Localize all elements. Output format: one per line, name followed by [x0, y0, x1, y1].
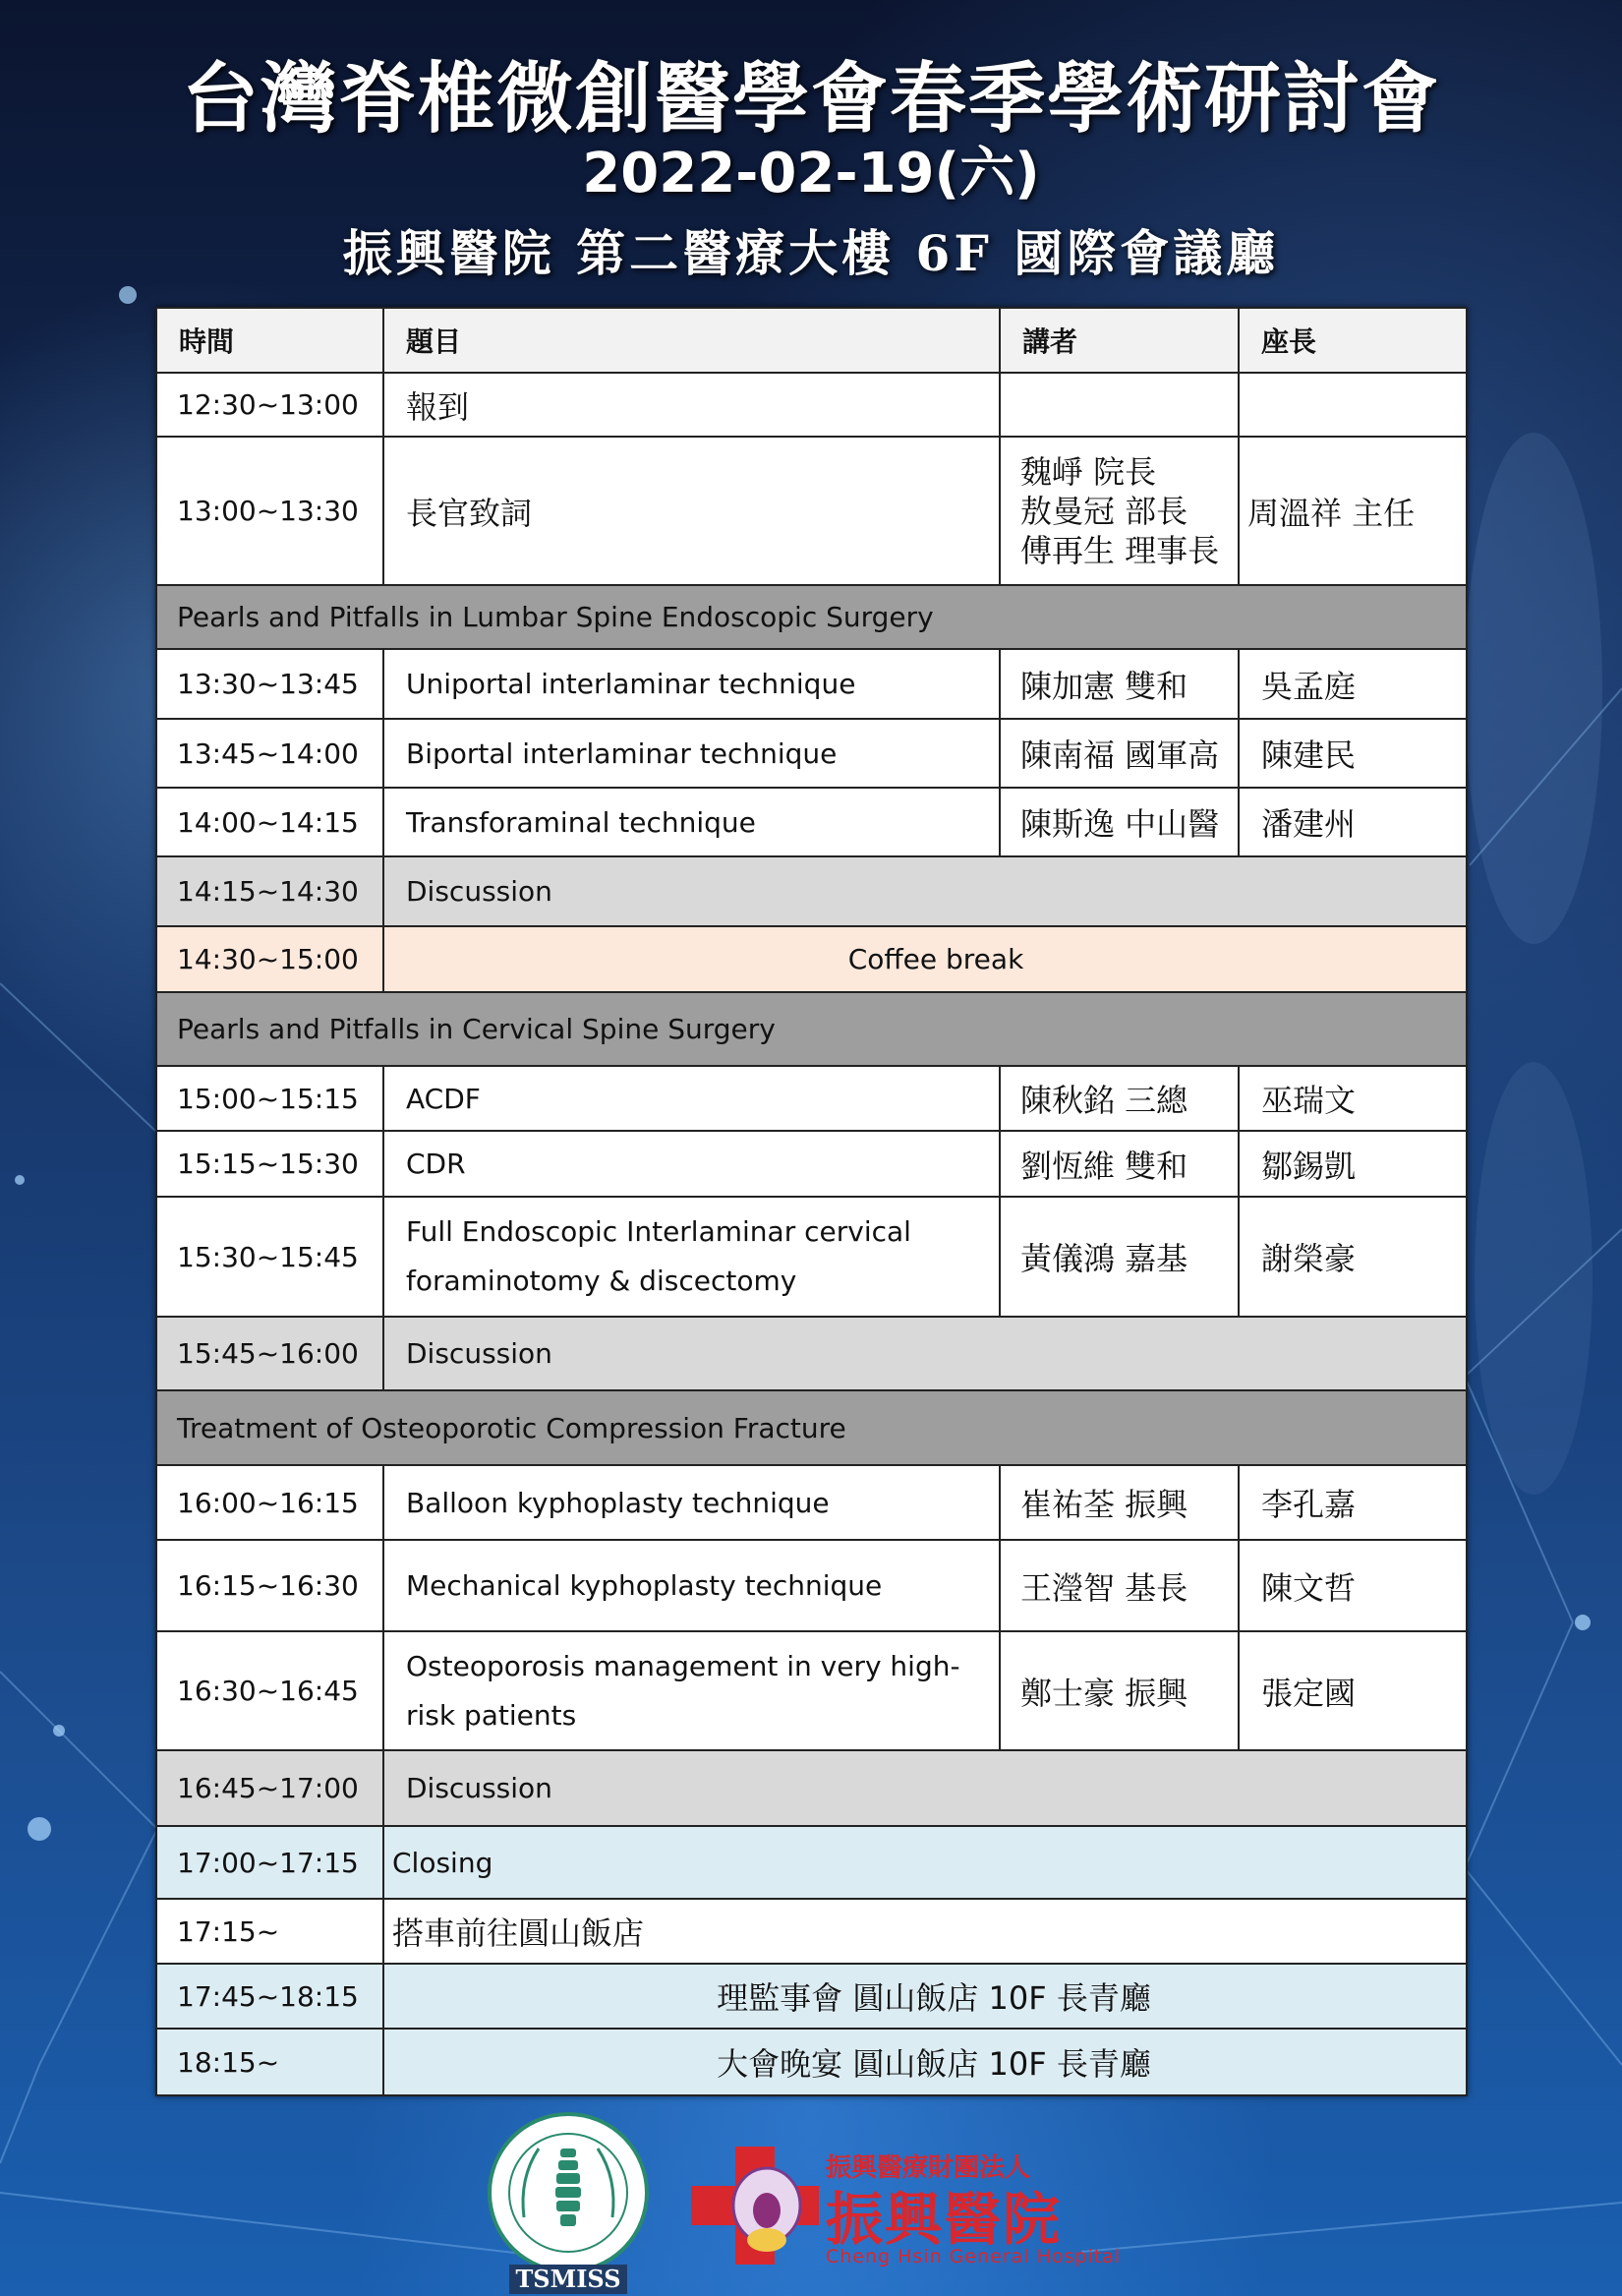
time-cell: 16:00~16:15: [156, 1465, 383, 1540]
time-cell: 17:15~: [156, 1899, 383, 1964]
session-title: Pearls and Pitfalls in Cervical Spine Surgery: [156, 992, 1467, 1066]
time-cell: 15:45~16:00: [156, 1317, 383, 1390]
time-cell: 18:15~: [156, 2029, 383, 2095]
topic-cell: Balloon kyphoplasty technique: [383, 1465, 1000, 1540]
footer-logos: [0, 2104, 1622, 2296]
time-cell: 12:30~13:00: [156, 373, 383, 437]
table-row: [156, 1197, 1467, 1317]
time-cell: 15:30~15:45: [156, 1197, 383, 1317]
topic-cell: Transforaminal technique: [383, 788, 1000, 856]
hospital-en-name: Cheng Hsin General Hospital: [826, 2246, 1122, 2267]
time-cell: 16:30~16:45: [156, 1631, 383, 1750]
session-row: [156, 992, 1467, 1066]
chair-cell: 張定國: [1239, 1631, 1467, 1750]
topic-cell: 理監事會 圓山飯店 10F 長青廳: [383, 1964, 1467, 2029]
table-row: [156, 373, 1467, 437]
speaker-line: 傅再生 理事長: [1020, 531, 1220, 569]
time-cell: 14:00~14:15: [156, 788, 383, 856]
time-cell: 16:45~17:00: [156, 1750, 383, 1826]
speaker-line: 敖曼冠 部長: [1020, 492, 1188, 530]
speaker-cell: 崔祐荃 振興: [1000, 1465, 1239, 1540]
time-cell: 13:30~13:45: [156, 649, 383, 719]
session-row: [156, 1390, 1467, 1465]
time-cell: 15:00~15:15: [156, 1066, 383, 1131]
topic-cell: [383, 1197, 1000, 1317]
page-title: 台灣脊椎微創醫學會春季學術研討會: [181, 55, 1440, 144]
speaker-cell: 陳秋銘 三總: [1000, 1066, 1239, 1131]
discussion-row: [156, 856, 1467, 926]
topic-cell: Biportal interlaminar technique: [383, 719, 1000, 788]
chair-cell: 鄒錫凱: [1239, 1131, 1467, 1197]
time-cell: 17:45~18:15: [156, 1964, 383, 2029]
table-row: [156, 649, 1467, 719]
topic-cell: 搭車前往圓山飯店: [383, 1899, 1467, 1964]
topic-cell: Discussion: [383, 1317, 1467, 1390]
topic-cell: [383, 1631, 1000, 1750]
speaker-cell: 劉恆維 雙和: [1000, 1131, 1239, 1197]
table-row: [156, 719, 1467, 788]
hospital-cn-name: 振興醫院: [826, 2186, 1063, 2253]
chair-cell: 周溫祥 主任: [1239, 437, 1467, 585]
header-time: 時間: [156, 308, 383, 373]
topic-cell: ACDF: [383, 1066, 1000, 1131]
chair-cell: 謝榮豪: [1239, 1197, 1467, 1317]
table-row: [156, 1465, 1467, 1540]
closing-row: [156, 1826, 1467, 1899]
topic-cell: Discussion: [383, 856, 1467, 926]
topic-line: Full Endoscopic Interlaminar cervical: [406, 1215, 911, 1248]
table-row: [156, 1066, 1467, 1131]
topic-cell: 大會晚宴 圓山飯店 10F 長青廳: [383, 2029, 1467, 2095]
table-row: [156, 1631, 1467, 1750]
topic-cell: Coffee break: [383, 926, 1467, 992]
table-row: [156, 788, 1467, 856]
chair-cell: 吳孟庭: [1239, 649, 1467, 719]
table-row: [156, 1131, 1467, 1197]
chair-cell: 潘建州: [1239, 788, 1467, 856]
speaker-cell: [1000, 373, 1239, 437]
time-cell: 14:15~14:30: [156, 856, 383, 926]
time-cell: 14:30~15:00: [156, 926, 383, 992]
table-row: [156, 1964, 1467, 2029]
speaker-cell: 陳加憲 雙和: [1000, 649, 1239, 719]
time-cell: 16:15~16:30: [156, 1540, 383, 1631]
time-cell: 13:00~13:30: [156, 437, 383, 585]
discussion-row: [156, 1317, 1467, 1390]
chair-cell: 巫瑞文: [1239, 1066, 1467, 1131]
topic-line: foraminotomy & discectomy: [406, 1265, 797, 1297]
time-cell: 15:15~15:30: [156, 1131, 383, 1197]
tsmiss-abbr: TSMISS: [515, 2265, 621, 2293]
chair-cell: 陳文哲: [1239, 1540, 1467, 1631]
speaker-cell: 黃儀鴻 嘉基: [1000, 1197, 1239, 1317]
table-header-row: [156, 308, 1467, 373]
topic-cell: Discussion: [383, 1750, 1467, 1826]
topic-line: risk patients: [406, 1698, 577, 1732]
header-chair: 座長: [1239, 308, 1467, 373]
topic-cell: Uniportal interlaminar technique: [383, 649, 1000, 719]
time-cell: 13:45~14:00: [156, 719, 383, 788]
event-venue: 振興醫院 第二醫療大樓 6F 國際會議廳: [342, 224, 1280, 282]
topic-cell: Closing: [383, 1826, 1467, 1899]
session-row: [156, 585, 1467, 649]
speaker-cell: 陳斯逸 中山醫: [1000, 788, 1239, 856]
hospital-logo: [686, 2142, 834, 2269]
schedule-table: [155, 307, 1468, 2096]
hospital-cn-small: 振興醫療財團法人: [826, 2153, 1031, 2183]
topic-cell: CDR: [383, 1131, 1000, 1197]
header-speaker: 講者: [1000, 308, 1239, 373]
speaker-cell: [1000, 437, 1239, 585]
session-title: Pearls and Pitfalls in Lumbar Spine Endoscopic Surgery: [156, 585, 1467, 649]
header-topic: 題目: [383, 308, 1000, 373]
topic-cell: Mechanical kyphoplasty technique: [383, 1540, 1000, 1631]
discussion-row: [156, 1750, 1467, 1826]
speaker-cell: 鄭士豪 振興: [1000, 1631, 1239, 1750]
topic-cell: 長官致詞: [383, 437, 1000, 585]
topic-line: Osteoporosis management in very high-: [406, 1649, 960, 1682]
session-title: Treatment of Osteoporotic Compression Fracture: [156, 1390, 1467, 1465]
event-date: 2022-02-19(六): [582, 142, 1040, 206]
table-row: [156, 2029, 1467, 2095]
speaker-cell: 王瀅智 基長: [1000, 1540, 1239, 1631]
topic-cell: 報到: [383, 373, 1000, 437]
chair-cell: 陳建民: [1239, 719, 1467, 788]
chair-cell: [1239, 373, 1467, 437]
table-row: [156, 437, 1467, 585]
table-row: [156, 1899, 1467, 1964]
table-row: [156, 1540, 1467, 1631]
speaker-cell: 陳南福 國軍高: [1000, 719, 1239, 788]
time-cell: 17:00~17:15: [156, 1826, 383, 1899]
speaker-line: 魏崢 院長: [1020, 452, 1157, 491]
chair-cell: 李孔嘉: [1239, 1465, 1467, 1540]
coffee-break-row: [156, 926, 1467, 992]
